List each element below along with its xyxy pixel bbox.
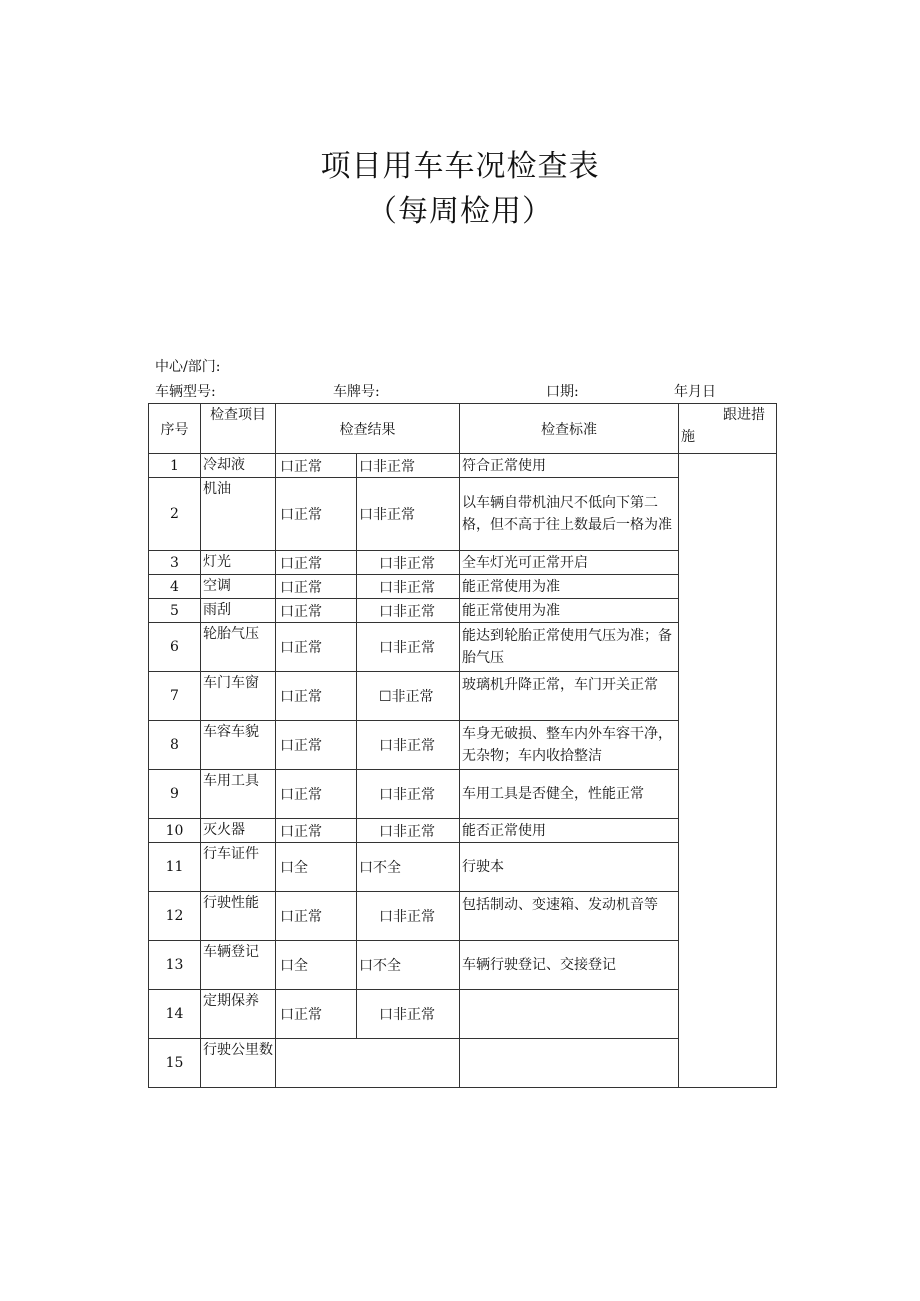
check-item: 行驶公里数	[201, 1039, 276, 1088]
result-option-ok[interactable]: 口正常	[280, 507, 322, 523]
check-item: 行驶性能	[201, 892, 276, 941]
row-number: 7	[149, 672, 201, 721]
row-number: 1	[149, 454, 201, 478]
result-option-ok[interactable]: 口正常	[280, 1007, 322, 1023]
row-number: 2	[149, 478, 201, 551]
check-result	[276, 990, 460, 1039]
row-number: 3	[149, 551, 201, 575]
date-suffix: 年月日	[674, 384, 716, 400]
row-number: 10	[149, 819, 201, 843]
check-standard: 能正常使用为准	[460, 575, 679, 599]
date-label: 口期:	[546, 384, 579, 400]
check-standard: 以车辆自带机油尺不低向下第二格，但不高于往上数最后一格为准	[460, 478, 679, 551]
check-item: 雨刮	[201, 599, 276, 623]
check-result	[276, 941, 460, 990]
check-result	[276, 454, 460, 478]
check-item: 定期保养	[201, 990, 276, 1039]
result-option-ok[interactable]: 口正常	[280, 458, 322, 475]
check-result	[276, 672, 460, 721]
result-option-abnormal[interactable]: 口非正常	[379, 823, 435, 840]
page-subtitle: （每周检用）	[367, 194, 553, 229]
check-item: 空调	[201, 575, 276, 599]
check-result	[276, 770, 460, 819]
check-item: 车用工具	[201, 770, 276, 819]
result-option-ok[interactable]: 口全	[280, 958, 308, 974]
result-option-abnormal[interactable]: 口非正常	[359, 458, 415, 475]
header-follow-line2: 施	[681, 429, 695, 445]
check-item: 车辆登记	[201, 941, 276, 990]
row-number: 6	[149, 623, 201, 672]
row-number: 14	[149, 990, 201, 1039]
model-label: 车辆型号:	[155, 384, 216, 400]
result-option-ok[interactable]: 口正常	[280, 579, 322, 596]
check-item: 冷却液	[201, 454, 276, 478]
header-no: 序号	[149, 404, 201, 454]
check-standard: 符合正常使用	[460, 454, 679, 478]
result-option-ok[interactable]: 口正常	[280, 555, 322, 572]
result-option-abnormal[interactable]: 口非正常	[379, 579, 435, 596]
row-number: 12	[149, 892, 201, 941]
result-option-abnormal[interactable]: 口不全	[359, 860, 401, 876]
header-result: 检查结果	[276, 404, 460, 454]
check-item: 灭火器	[201, 819, 276, 843]
table-header-row	[149, 404, 777, 454]
check-item: 车容车貌	[201, 721, 276, 770]
check-result	[276, 843, 460, 892]
row-number: 13	[149, 941, 201, 990]
check-standard: 车辆行驶登记、交接登记	[460, 941, 679, 990]
check-result	[276, 721, 460, 770]
result-option-ok[interactable]: 口正常	[280, 738, 322, 754]
result-option-abnormal[interactable]: 口非正常	[379, 909, 435, 925]
follow-up-cell[interactable]	[679, 454, 777, 1088]
result-option-ok[interactable]: 口正常	[280, 787, 322, 803]
check-standard: 全车灯光可正常开启	[460, 551, 679, 575]
check-result	[276, 478, 460, 551]
inspection-table	[148, 403, 777, 1088]
check-result	[276, 551, 460, 575]
result-option-abnormal[interactable]: 口非正常	[379, 640, 435, 656]
result-option-abnormal[interactable]: 口非正常	[379, 603, 435, 620]
check-result	[276, 819, 460, 843]
result-option-abnormal[interactable]: 口非正常	[379, 787, 435, 803]
check-standard: 车用工具是否健全，性能正常	[460, 770, 679, 819]
check-standard: 包括制动、变速箱、发动机音等	[460, 892, 679, 941]
row-number: 9	[149, 770, 201, 819]
result-option-abnormal[interactable]: 口非正常	[379, 738, 435, 754]
check-standard	[460, 990, 679, 1039]
result-option-ok[interactable]: 口正常	[280, 909, 322, 925]
check-standard: 玻璃机升降正常，车门开关正常	[460, 672, 679, 721]
header-standard: 检查标准	[460, 404, 679, 454]
check-item: 轮胎气压	[201, 623, 276, 672]
check-result	[276, 892, 460, 941]
result-option-ok[interactable]: 口正常	[280, 689, 322, 705]
result-option-abnormal[interactable]: 口非正常	[379, 1007, 435, 1023]
check-standard	[460, 1039, 679, 1088]
check-result	[276, 575, 460, 599]
plate-label: 车牌号:	[333, 384, 380, 400]
check-item: 机油	[201, 478, 276, 551]
result-option-abnormal[interactable]: 口非正常	[359, 507, 415, 523]
result-option-ok[interactable]: 口全	[280, 860, 308, 876]
check-standard: 能达到轮胎正常使用气压为准；备胎气压	[460, 623, 679, 672]
row-number: 15	[149, 1039, 201, 1088]
result-option-abnormal[interactable]: 口不全	[359, 958, 401, 974]
check-result	[276, 623, 460, 672]
check-standard: 行驶本	[460, 843, 679, 892]
check-item: 行车证件	[201, 843, 276, 892]
check-standard: 能否正常使用	[460, 819, 679, 843]
check-result	[276, 1039, 460, 1088]
result-option-abnormal[interactable]: ☐非正常	[379, 689, 434, 705]
header-follow	[679, 404, 777, 454]
table-row	[149, 454, 777, 478]
check-item: 车门车窗	[201, 672, 276, 721]
result-option-ok[interactable]: 口正常	[280, 603, 322, 620]
header-item: 检查项目	[201, 404, 276, 454]
page-title: 项目用车车况检查表	[320, 149, 600, 184]
check-result	[276, 599, 460, 623]
row-number: 4	[149, 575, 201, 599]
row-number: 8	[149, 721, 201, 770]
check-standard: 车身无破损、整车内外车容干净，无杂物；车内收拾整洁	[460, 721, 679, 770]
row-number: 5	[149, 599, 201, 623]
result-option-ok[interactable]: 口正常	[280, 640, 322, 656]
result-option-ok[interactable]: 口正常	[280, 823, 322, 840]
dept-label: 中心/部门:	[155, 359, 221, 375]
check-item: 灯光	[201, 551, 276, 575]
result-option-abnormal[interactable]: 口非正常	[379, 555, 435, 572]
row-number: 11	[149, 843, 201, 892]
check-standard: 能正常使用为准	[460, 599, 679, 623]
header-follow-line1: 跟进措	[723, 407, 765, 423]
